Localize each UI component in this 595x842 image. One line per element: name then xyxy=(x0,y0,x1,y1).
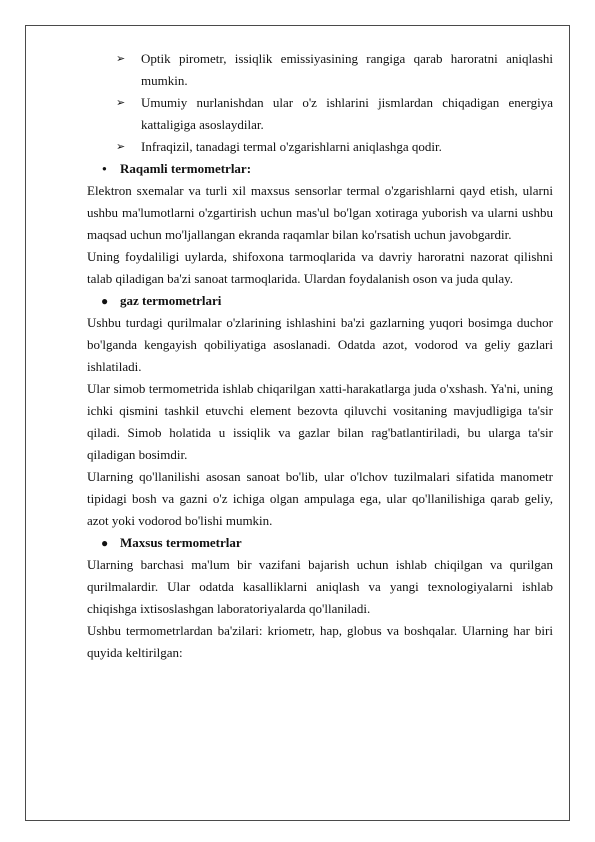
bullet-icon: ● xyxy=(101,294,109,308)
bullet-icon: ● xyxy=(101,536,109,550)
section-heading-text: Raqamli termometrlar: xyxy=(120,161,252,176)
arrow-item-text: Optik pirometr, issiqlik emissiyasining rangiga qarab haroratni aniqlashi mumkin. xyxy=(141,51,553,88)
arrow-list-item xyxy=(87,92,553,136)
paragraph: Ushbu turdagi qurilmalar o'zlarining ishlashini ba'zi gazlarning yuqori bosimga duchor bo'lganda kengayish qobiliyatiga asoslanadi. Odatda azot, vodorod va geliy gazlari ishlatiladi. xyxy=(87,315,553,374)
document-body xyxy=(87,48,553,664)
section-heading-gas xyxy=(87,290,553,312)
paragraph: Ular simob termometrida ishlab chiqarilgan xatti-harakatlarga juda o'xshash. Ya'ni, uning ichki qismini tashkil etuvchi element bezovta qiluvchi vositaning mavjudligiga ta'sir qiladi. Simob holatida u issiqlik va gazlar bilan rag'batlantiriladi, bu ularga ta'sir qiladigan bosimdir. xyxy=(87,381,553,462)
paragraph: Ularning qo'llanilishi asosan sanoat bo'lib, ular o'lchov tuzilmalari sifatida manometr tipidagi bosh va gazni o'z ichiga olgan ampulaga ega, ular qo'llanilishiga qarab geliy, azot yoki vodorod bo'lishi mumkin. xyxy=(87,469,553,528)
arrow-item-text: Umumiy nurlanishdan ular o'z ishlarini jismlardan chiqadigan energiya kattaligiga asoslaydilar. xyxy=(141,95,553,132)
paragraph: Elektron sxemalar va turli xil maxsus sensorlar termal o'zgarishlarni qayd etish, ularni ushbu ma'lumotlarni o'zgartirish uchun mas'ul bo'lgan xotiraga yuborish va ularni ushbu maqsad uchun mo'ljallangan ekranda raqamlar bilan ko'rsatish uchun javobgardir. xyxy=(87,183,553,242)
section-heading-text: gaz termometrlari xyxy=(120,293,222,308)
paragraph: Ularning barchasi ma'lum bir vazifani bajarish uchun ishlab chiqilgan va qurilgan qurilmalardir. Ular odatda kasalliklarni aniqlash va yangi texnologiyalarni ishlab chiqishga ixtisoslashgan laboratoriyalarda qo'llaniladi. xyxy=(87,557,553,616)
arrow-bullet-icon: ➢ xyxy=(116,97,126,109)
arrow-list-item xyxy=(87,48,553,92)
paragraph: Uning foydaliligi uylarda, shifoxona tarmoqlarida va davriy haroratni nazorat qilishni talab qiladigan ba'zi sanoat tarmoqlarida. Ulardan foydalanish oson va juda qulay. xyxy=(87,249,553,286)
arrow-item-text: Infraqizil, tanadagi termal o'zgarishlarni aniqlashga qodir. xyxy=(141,139,442,154)
arrow-list-item xyxy=(87,136,553,158)
paragraph: Ushbu termometrlardan ba'zilari: kriometr, hap, globus va boshqalar. Ularning har biri quyida keltirilgan: xyxy=(87,623,553,660)
section-heading-digital xyxy=(87,158,553,180)
arrow-bullet-icon: ➢ xyxy=(116,53,126,65)
section-heading-text: Maxsus termometrlar xyxy=(120,535,242,550)
arrow-bullet-icon: ➢ xyxy=(116,141,126,153)
section-heading-special xyxy=(87,532,553,554)
bullet-icon: ● xyxy=(102,164,107,173)
